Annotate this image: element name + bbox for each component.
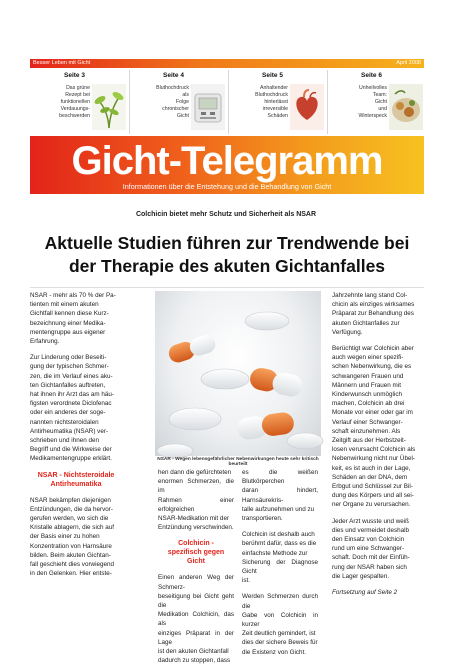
paragraph: Colchicin ist deshalb auch berühmt dafür, dass es die einfachste Methode zur Sicherung der Diagnose Gicht ist. — [242, 531, 318, 585]
teaser-page-number: Seite 4 — [163, 72, 184, 79]
paragraph: Einen anderen Weg der Schmerz- beseitigung bei Gicht geht die Medikation Colchicin, das als einziges Präparat in der Lage ist den akuten Gichtanfall dadurch zu stoppen, dass — [158, 574, 234, 665]
section-subhead: NSAR - Nichtsteroidale Antirheumatika — [37, 471, 115, 488]
food-dish-photo — [389, 84, 423, 130]
article-column-1 — [30, 291, 122, 585]
masthead-subtitle: Informationen über die Entstehung und die Behandlung von Gicht — [122, 182, 332, 191]
heart-anatomy-photo — [290, 84, 324, 130]
teaser-page-4[interactable] — [129, 70, 227, 134]
teaser-text: Bluthochdruck als Folge chronischer Gicht — [156, 85, 189, 119]
paragraph: es die weißen Blutkörperchen daran hindert, Harnsäurekris- talle aufzunehmen und zu transportieren. — [242, 469, 318, 523]
pills-illustration — [155, 291, 321, 456]
teaser-page-6[interactable] — [327, 70, 425, 134]
article-column-2 — [158, 468, 234, 672]
teaser-page-number: Seite 3 — [64, 72, 85, 79]
teaser-text: Unheilvolles Team: Gicht und Winterspeck — [358, 85, 387, 119]
top-info-bar — [30, 59, 424, 68]
pills-photo — [155, 291, 321, 456]
article-kicker: Colchicin bietet mehr Schutz und Sicherheit als NSAR — [135, 211, 317, 218]
masthead-title: Gicht-Telegramm — [71, 139, 383, 183]
teaser-row — [30, 70, 424, 134]
paragraph: Berüchtigt war Colchicin aber auch wegen einer spezifi- schen Nebenwirkung, die es schwangeren Frauen und Männern und Frauen mit Kinderwunsch unmöglich machen, Colchicin ab drei Monate vor einer oder gar im Verlauf einer Schwanger- schaft einzunehmen. Als Zeitgift aus der Herbstzeit- losen verursacht Colchicin als Nebenwirkung nicht nur Übel- keit, es ist auch in der Lage, Schäden an der DNA, dem Erbgut und Schlüssel zur Bil- dung des Körpers und all sei- ner Organe zu verursachen. — [332, 345, 416, 509]
section-label: Besser Leben mit Gicht — [33, 60, 91, 66]
teaser-page-5[interactable] — [228, 70, 326, 134]
green-plant-photo — [92, 84, 126, 130]
masthead-banner — [30, 136, 424, 194]
photo-caption: NSAR - Wegen lebensgefährlicher Nebenwirkungen heute sehr kritisch beurteilt — [157, 457, 319, 467]
teaser-page-number: Seite 5 — [262, 72, 283, 79]
blood-pressure-monitor-photo — [191, 84, 225, 130]
issue-date: April 2008 — [396, 60, 421, 66]
continuation-link[interactable]: Fortsetzung auf Seite 2 — [332, 589, 398, 597]
teaser-page-3[interactable] — [30, 70, 128, 134]
divider — [30, 287, 424, 288]
paragraph: Werden Schmerzen durch die Gabe von Colchicin in kurzer Zeit deutlich gemindert, ist dies der sichere Beweis für die Existenz von Gicht. — [242, 593, 318, 656]
teaser-text: Das grüne Rezept bei funktionellen Verdauungs- beschwerden — [59, 85, 90, 119]
paragraph: NSAR - mehr als 70 % der Pa- tienten mit einem akuten Gichtfall kennen diese Kurz- bezeichnung einer Medika- mentengruppe aus eigener Erfahrung. — [30, 292, 116, 346]
paragraph: Jahrzehnte lang stand Col- chicin als einziges wirksames Präparat zur Behandlung des akuten Gichtanfalles zur Verfügung. — [332, 292, 415, 336]
teaser-page-number: Seite 6 — [361, 72, 382, 79]
paragraph: Jeder Arzt wusste und weiß dies und vermeidet deshalb den Einsatz von Colchicin rund um eine Schwanger- schaft. Doch mit der Einfüh- rung der NSAR haben sich die Lager gespalten. — [332, 517, 410, 580]
teaser-text: Anhaltender Bluthochdruck hinterlässt irreversible Schäden — [255, 85, 288, 119]
paragraph: Zur Linderung oder Beseiti- gung der typischen Schmer- zen, die im Verlauf eines aku- ten Gichtanfalles auftreten, hat ihnen ihr Arzt das am häu- figsten verordnete Diclofenac oder ein anderes der soge- nannten nichtsteroidalen Antirheumatika (NSAR) ver- schrieben und ihnen den Begriff und die Wirkweise der Medikamentengruppe erklärt. — [30, 354, 115, 463]
article-headline: Aktuelle Studien führen zur Trendwende bei der Therapie des akuten Gichtanfalles — [44, 233, 410, 276]
paragraph: hen dann die gefürchteten enormen Schmerzen, die im Rahmen einer erfolgreichen NSAR-Medikation mit der Entzündung verschwinden. — [158, 469, 234, 532]
section-subhead: Colchicin - spezifisch gegen Gicht — [167, 540, 225, 566]
paragraph: NSAR bekämpfen diejenigen Entzündungen, die da hervor- gerufen werden, wo sich die Kristalle ablagern, die sich auf der Basis einer zu hohen Konzentration von Harnsäure bilden. Beim akuten Gichtan- fall geschieht dies vorwiegend in den Gelenken. Hier entste- — [30, 496, 115, 578]
article-column-4 — [332, 291, 424, 604]
article-column-3 — [242, 468, 318, 664]
